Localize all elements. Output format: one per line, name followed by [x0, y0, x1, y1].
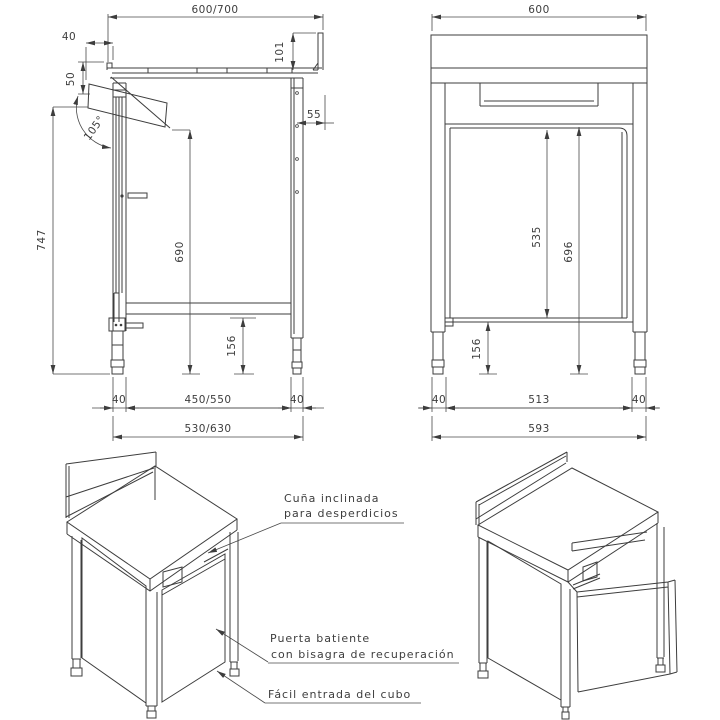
- dim-side-overall-height: [36, 107, 110, 374]
- callout-swing-door-line2: con bisagra de recuperación: [271, 648, 455, 661]
- front-right-foot: [634, 332, 646, 374]
- side-tabletop: [107, 63, 322, 78]
- dim-front-door-height-label: 535: [531, 226, 543, 248]
- dim-side-top-width-label: 600/700: [191, 4, 239, 16]
- callout-waste-wedge-line2: para desperdicios: [284, 507, 399, 520]
- dim-side-wedge-angle: [76, 96, 111, 148]
- dim-side-wedge-drop: [65, 62, 104, 94]
- side-front-leg-door: [113, 83, 126, 331]
- callout-swing-door-leader: [216, 629, 268, 662]
- front-door-panel: [445, 128, 633, 322]
- dim-side-base-depth: [113, 416, 303, 441]
- iso-closed-tabletop: [67, 466, 237, 591]
- dim-side-wedge-angle-label: 105°: [81, 113, 108, 143]
- dim-side-base-clearance-label: 156: [226, 335, 238, 357]
- front-right-leg: [633, 83, 647, 332]
- side-wedge-latch: [128, 193, 147, 198]
- front-view-drawing: [418, 4, 660, 441]
- iso-open-backsplash: [476, 452, 567, 526]
- iso-closed-backsplash: [66, 452, 156, 518]
- dim-side-leg-spacing-label: 450/550: [184, 394, 232, 406]
- front-handle-recess: [480, 83, 598, 106]
- callout-bucket-access: [217, 671, 421, 703]
- iso-closed-left-leg: [71, 536, 82, 676]
- callout-waste-wedge-line1: Cuña inclinada: [284, 492, 380, 505]
- dim-front-base-clearance-label: 156: [471, 338, 483, 360]
- dim-front-under-top-height: [563, 127, 588, 374]
- dim-front-base-width-label: 593: [528, 423, 550, 435]
- dim-front-base-clearance: [471, 322, 497, 374]
- dim-front-bottom-chain: [418, 377, 660, 412]
- dim-front-right-leg-label: 40: [631, 394, 647, 406]
- iso-open-front-leg: [561, 584, 570, 719]
- iso-closed-front-leg: [146, 586, 157, 718]
- side-backsplash: [313, 33, 323, 70]
- dim-side-top-width: [108, 4, 323, 62]
- iso-closed-waste-drawer-edge: [155, 466, 228, 562]
- dim-side-backsplash-height-label: 101: [274, 41, 286, 63]
- side-wedge-pivot: [120, 194, 123, 197]
- side-rear-leg-holes: [296, 92, 299, 194]
- callout-swing-door-line1: Puerta batiente: [270, 632, 371, 645]
- dim-front-inner-width-label: 513: [528, 394, 550, 406]
- dim-side-rear-gap-label: 55: [306, 109, 322, 121]
- iso-closed-right-leg: [230, 532, 239, 676]
- dim-side-base-clearance: [226, 318, 256, 374]
- dim-front-base-width: [432, 416, 646, 441]
- side-rear-foot: [292, 338, 302, 374]
- dim-side-overall-height-label: 747: [36, 229, 48, 251]
- side-bottom-shelf: [126, 303, 291, 314]
- iso-closed-left-panel: [82, 538, 146, 703]
- dim-front-door-height: [531, 130, 547, 318]
- dim-front-top-width-label: 600: [528, 4, 550, 16]
- iso-view-closed: [66, 452, 239, 718]
- dim-side-front-leg-label: 40: [111, 394, 127, 406]
- dim-side-rear-leg-label: 40: [289, 394, 305, 406]
- side-rear-leg: [291, 78, 303, 338]
- dim-side-wedge-offset-label: 40: [61, 31, 77, 43]
- side-front-foot: [111, 331, 124, 374]
- iso-open-tabletop: [478, 468, 658, 582]
- dim-side-backsplash-height: [274, 33, 316, 70]
- front-top-slab: [431, 35, 647, 83]
- dim-side-wedge-drop-label: 50: [65, 71, 77, 87]
- side-view-drawing: [36, 4, 334, 441]
- iso-open-left-leg: [478, 538, 488, 678]
- side-hinge-pin2: [120, 324, 123, 327]
- side-hinge-pin: [115, 324, 118, 327]
- front-left-leg: [431, 83, 445, 332]
- dim-side-base-depth-label: 530/630: [184, 423, 232, 435]
- iso-open-left-panel: [488, 541, 561, 700]
- iso-view-open: [476, 452, 677, 719]
- dim-front-under-top-height-label: 696: [563, 241, 575, 263]
- dim-side-clear-height-label: 690: [174, 241, 186, 263]
- callout-bucket-access-line1: Fácil entrada del cubo: [268, 688, 412, 701]
- iso-open-right-leg: [656, 523, 665, 672]
- front-left-foot: [432, 332, 444, 374]
- dim-front-top-width: [432, 4, 646, 31]
- callout-swing-door: [216, 629, 459, 663]
- dim-side-clear-height: [172, 130, 200, 374]
- callouts: [208, 492, 459, 703]
- iso-open-door: [577, 580, 677, 692]
- callout-bucket-access-leader: [217, 671, 265, 703]
- callout-waste-wedge-leader: [208, 523, 281, 553]
- dim-front-left-leg-label: 40: [431, 394, 447, 406]
- dim-side-bottom-chain: [92, 377, 324, 412]
